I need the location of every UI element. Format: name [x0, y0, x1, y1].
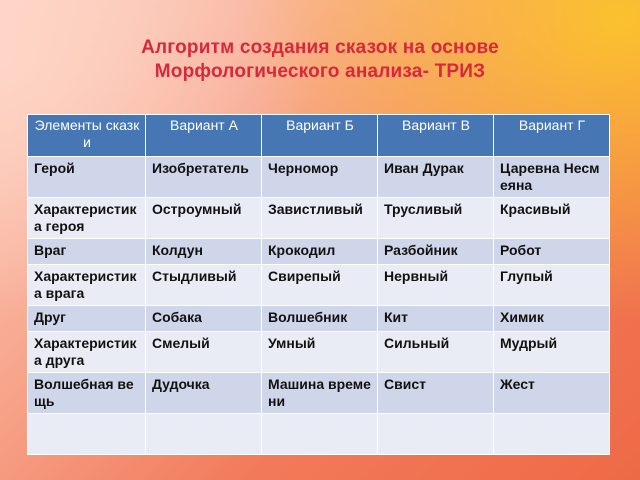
- table-header-row: [28, 115, 610, 157]
- table-cell: [28, 414, 146, 455]
- table-row: [28, 332, 610, 373]
- table-cell: Остроумный: [146, 198, 262, 239]
- table-cell: Умный: [262, 332, 378, 373]
- table-row: [28, 414, 610, 455]
- table-cell: Глупый: [494, 265, 610, 306]
- table-cell: Дудочка: [146, 373, 262, 414]
- table-cell: Кит: [378, 306, 494, 332]
- table-row: [28, 306, 610, 332]
- header-variant-b: Вариант Б: [262, 115, 378, 157]
- table-cell: Характеристика врага: [28, 265, 146, 306]
- title-line-1: Алгоритм создания сказок на основе: [141, 37, 499, 58]
- table-cell: [494, 414, 610, 455]
- table-cell: Нервный: [378, 265, 494, 306]
- table-cell: Стыдливый: [146, 265, 262, 306]
- header-variant-v: Вариант В: [378, 115, 494, 157]
- table-cell: Характеристика героя: [28, 198, 146, 239]
- table-cell: Царевна Несмеяна: [494, 157, 610, 198]
- table-cell: Машина времени: [262, 373, 378, 414]
- table-cell: [262, 414, 378, 455]
- table-row: [28, 157, 610, 198]
- table-cell: Свирепый: [262, 265, 378, 306]
- table-cell: Друг: [28, 306, 146, 332]
- table-cell: Красивый: [494, 198, 610, 239]
- table-row: [28, 373, 610, 414]
- table-cell: Волшебник: [262, 306, 378, 332]
- page-title: [0, 36, 640, 84]
- table-cell: Собака: [146, 306, 262, 332]
- table-cell: Сильный: [378, 332, 494, 373]
- table-cell: Волшебная вещь: [28, 373, 146, 414]
- title-line-2: Морфологического анализа- ТРИЗ: [154, 61, 486, 82]
- table-cell: Крокодил: [262, 239, 378, 265]
- header-elements: Элементы сказки: [28, 115, 146, 157]
- table-cell: Колдун: [146, 239, 262, 265]
- table-cell: Черномор: [262, 157, 378, 198]
- table-cell: Герой: [28, 157, 146, 198]
- table-cell: Химик: [494, 306, 610, 332]
- table-row: [28, 265, 610, 306]
- header-variant-a: Вариант А: [146, 115, 262, 157]
- table-cell: Свист: [378, 373, 494, 414]
- table-cell: Характеристика друга: [28, 332, 146, 373]
- table-cell: Враг: [28, 239, 146, 265]
- table-cell: Трусливый: [378, 198, 494, 239]
- table-cell: Робот: [494, 239, 610, 265]
- table-cell: Иван Дурак: [378, 157, 494, 198]
- morphological-table: [27, 114, 610, 455]
- table-cell: Жест: [494, 373, 610, 414]
- table-cell: [378, 414, 494, 455]
- table-cell: Разбойник: [378, 239, 494, 265]
- table-row: [28, 198, 610, 239]
- table-cell: Завистливый: [262, 198, 378, 239]
- table-row: [28, 239, 610, 265]
- table-cell: Мудрый: [494, 332, 610, 373]
- header-variant-g: Вариант Г: [494, 115, 610, 157]
- table-cell: [146, 414, 262, 455]
- table-cell: Смелый: [146, 332, 262, 373]
- table-cell: Изобретатель: [146, 157, 262, 198]
